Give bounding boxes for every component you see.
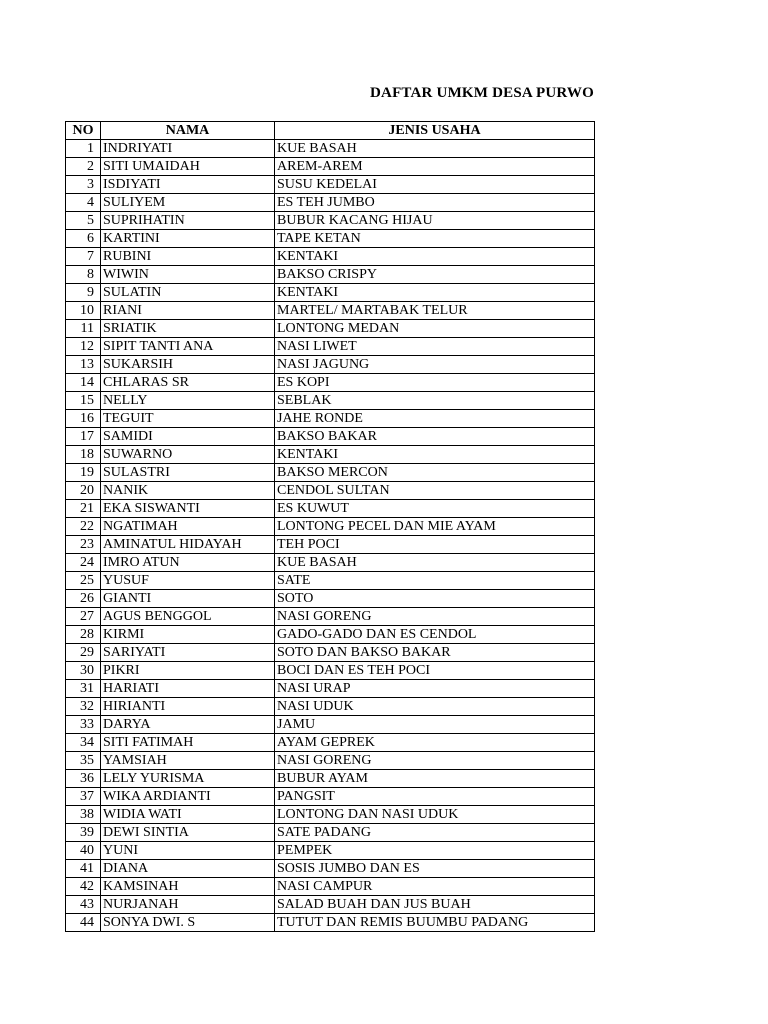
- row-name: AMINATUL HIDAYAH: [101, 536, 275, 554]
- row-name: SULIYEM: [101, 194, 275, 212]
- row-name: HARIATI: [101, 680, 275, 698]
- table-row: [66, 338, 595, 356]
- row-business-type: BAKSO CRISPY: [275, 266, 595, 284]
- table-row: [66, 374, 595, 392]
- row-business-type: MARTEL/ MARTABAK TELUR: [275, 302, 595, 320]
- table-row: [66, 734, 595, 752]
- row-number: 9: [66, 284, 101, 302]
- row-business-type: SUSU KEDELAI: [275, 176, 595, 194]
- row-number: 33: [66, 716, 101, 734]
- table-row: [66, 680, 595, 698]
- row-number: 15: [66, 392, 101, 410]
- row-business-type: LONTONG MEDAN: [275, 320, 595, 338]
- row-business-type: BUBUR AYAM: [275, 770, 595, 788]
- row-number: 32: [66, 698, 101, 716]
- umkm-table: [65, 121, 595, 932]
- row-name: CHLARAS SR: [101, 374, 275, 392]
- row-number: 41: [66, 860, 101, 878]
- row-number: 37: [66, 788, 101, 806]
- table-row: [66, 608, 595, 626]
- row-business-type: NASI JAGUNG: [275, 356, 595, 374]
- table-row: [66, 824, 595, 842]
- row-number: 43: [66, 896, 101, 914]
- row-business-type: JAMU: [275, 716, 595, 734]
- row-business-type: JAHE RONDE: [275, 410, 595, 428]
- row-number: 25: [66, 572, 101, 590]
- row-business-type: CENDOL SULTAN: [275, 482, 595, 500]
- row-name: WIDIA WATI: [101, 806, 275, 824]
- row-business-type: PANGSIT: [275, 788, 595, 806]
- row-business-type: SEBLAK: [275, 392, 595, 410]
- row-name: SULATIN: [101, 284, 275, 302]
- row-name: YAMSIAH: [101, 752, 275, 770]
- row-business-type: BAKSO BAKAR: [275, 428, 595, 446]
- row-name: AGUS BENGGOL: [101, 608, 275, 626]
- row-number: 31: [66, 680, 101, 698]
- document-title: DAFTAR UMKM DESA PURWO: [370, 85, 594, 101]
- row-name: NGATIMAH: [101, 518, 275, 536]
- row-number: 19: [66, 464, 101, 482]
- row-number: 6: [66, 230, 101, 248]
- row-name: SARIYATI: [101, 644, 275, 662]
- table-row: [66, 320, 595, 338]
- table-row: [66, 662, 595, 680]
- row-business-type: TAPE KETAN: [275, 230, 595, 248]
- table-header-row: [66, 122, 595, 140]
- row-number: 24: [66, 554, 101, 572]
- row-name: HIRIANTI: [101, 698, 275, 716]
- row-number: 2: [66, 158, 101, 176]
- document-title-container: [370, 84, 594, 106]
- row-business-type: PEMPEK: [275, 842, 595, 860]
- row-number: 35: [66, 752, 101, 770]
- row-number: 34: [66, 734, 101, 752]
- row-name: SULASTRI: [101, 464, 275, 482]
- row-number: 36: [66, 770, 101, 788]
- row-name: SIPIT TANTI ANA: [101, 338, 275, 356]
- row-number: 17: [66, 428, 101, 446]
- row-business-type: BAKSO MERCON: [275, 464, 595, 482]
- row-name: SUPRIHATIN: [101, 212, 275, 230]
- row-number: 3: [66, 176, 101, 194]
- row-business-type: ES KOPI: [275, 374, 595, 392]
- row-name: RIANI: [101, 302, 275, 320]
- row-number: 44: [66, 914, 101, 932]
- row-business-type: SATE: [275, 572, 595, 590]
- row-name: YUNI: [101, 842, 275, 860]
- row-name: SITI UMAIDAH: [101, 158, 275, 176]
- header-no: NO: [66, 122, 101, 140]
- row-business-type: AYAM GEPREK: [275, 734, 595, 752]
- table-row: [66, 860, 595, 878]
- row-number: 7: [66, 248, 101, 266]
- table-row: [66, 878, 595, 896]
- row-name: INDRIYATI: [101, 140, 275, 158]
- table-row: [66, 500, 595, 518]
- row-business-type: SOTO DAN BAKSO BAKAR: [275, 644, 595, 662]
- row-business-type: ES KUWUT: [275, 500, 595, 518]
- row-name: RUBINI: [101, 248, 275, 266]
- row-name: PIKRI: [101, 662, 275, 680]
- row-name: SONYA DWI. S: [101, 914, 275, 932]
- row-business-type: SATE PADANG: [275, 824, 595, 842]
- table-row: [66, 518, 595, 536]
- row-business-type: TEH POCI: [275, 536, 595, 554]
- row-business-type: NASI UDUK: [275, 698, 595, 716]
- row-business-type: NASI GORENG: [275, 752, 595, 770]
- table-row: [66, 572, 595, 590]
- table-row: [66, 842, 595, 860]
- row-business-type: KUE BASAH: [275, 140, 595, 158]
- row-name: GIANTI: [101, 590, 275, 608]
- row-number: 29: [66, 644, 101, 662]
- row-business-type: KENTAKI: [275, 446, 595, 464]
- row-number: 23: [66, 536, 101, 554]
- header-jenis-usaha: JENIS USAHA: [275, 122, 595, 140]
- table-row: [66, 410, 595, 428]
- row-number: 22: [66, 518, 101, 536]
- row-name: SUWARNO: [101, 446, 275, 464]
- row-business-type: KENTAKI: [275, 248, 595, 266]
- row-number: 12: [66, 338, 101, 356]
- row-name: WIWIN: [101, 266, 275, 284]
- row-number: 13: [66, 356, 101, 374]
- table-row: [66, 356, 595, 374]
- table-row: [66, 788, 595, 806]
- row-number: 39: [66, 824, 101, 842]
- row-name: KARTINI: [101, 230, 275, 248]
- row-number: 27: [66, 608, 101, 626]
- row-business-type: LONTONG DAN NASI UDUK: [275, 806, 595, 824]
- table-row: [66, 176, 595, 194]
- row-number: 42: [66, 878, 101, 896]
- table-row: [66, 464, 595, 482]
- table-row: [66, 914, 595, 932]
- row-number: 14: [66, 374, 101, 392]
- row-business-type: BOCI DAN ES TEH POCI: [275, 662, 595, 680]
- row-name: KIRMI: [101, 626, 275, 644]
- table-row: [66, 158, 595, 176]
- row-number: 21: [66, 500, 101, 518]
- row-number: 30: [66, 662, 101, 680]
- row-number: 4: [66, 194, 101, 212]
- row-name: TEGUIT: [101, 410, 275, 428]
- row-name: YUSUF: [101, 572, 275, 590]
- row-number: 11: [66, 320, 101, 338]
- row-business-type: SOSIS JUMBO DAN ES: [275, 860, 595, 878]
- table-row: [66, 482, 595, 500]
- row-name: DARYA: [101, 716, 275, 734]
- table-row: [66, 554, 595, 572]
- row-number: 40: [66, 842, 101, 860]
- row-name: IMRO ATUN: [101, 554, 275, 572]
- table-row: [66, 590, 595, 608]
- row-name: KAMSINAH: [101, 878, 275, 896]
- row-number: 26: [66, 590, 101, 608]
- row-name: LELY YURISMA: [101, 770, 275, 788]
- table-row: [66, 248, 595, 266]
- row-number: 20: [66, 482, 101, 500]
- table-row: [66, 896, 595, 914]
- row-number: 10: [66, 302, 101, 320]
- row-business-type: TUTUT DAN REMIS BUUMBU PADANG: [275, 914, 595, 932]
- row-business-type: GADO-GADO DAN ES CENDOL: [275, 626, 595, 644]
- table-row: [66, 392, 595, 410]
- table-row: [66, 716, 595, 734]
- row-name: ISDIYATI: [101, 176, 275, 194]
- table-row: [66, 230, 595, 248]
- table-row: [66, 446, 595, 464]
- table-row: [66, 266, 595, 284]
- row-name: SITI FATIMAH: [101, 734, 275, 752]
- table-row: [66, 140, 595, 158]
- table-row: [66, 302, 595, 320]
- row-name: NANIK: [101, 482, 275, 500]
- row-number: 18: [66, 446, 101, 464]
- row-number: 16: [66, 410, 101, 428]
- row-name: DIANA: [101, 860, 275, 878]
- row-name: SAMIDI: [101, 428, 275, 446]
- row-business-type: NASI LIWET: [275, 338, 595, 356]
- row-business-type: KUE BASAH: [275, 554, 595, 572]
- table-row: [66, 752, 595, 770]
- row-business-type: NASI CAMPUR: [275, 878, 595, 896]
- row-number: 8: [66, 266, 101, 284]
- table-row: [66, 212, 595, 230]
- row-business-type: LONTONG PECEL DAN MIE AYAM: [275, 518, 595, 536]
- table-row: [66, 644, 595, 662]
- row-name: SUKARSIH: [101, 356, 275, 374]
- row-name: EKA SISWANTI: [101, 500, 275, 518]
- table-row: [66, 626, 595, 644]
- row-name: DEWI SINTIA: [101, 824, 275, 842]
- row-business-type: NASI GORENG: [275, 608, 595, 626]
- row-business-type: NASI URAP: [275, 680, 595, 698]
- table-row: [66, 770, 595, 788]
- row-business-type: AREM-AREM: [275, 158, 595, 176]
- row-number: 5: [66, 212, 101, 230]
- table-row: [66, 284, 595, 302]
- table-row: [66, 698, 595, 716]
- table-body: [66, 140, 595, 932]
- table-row: [66, 428, 595, 446]
- row-name: NURJANAH: [101, 896, 275, 914]
- table-row: [66, 536, 595, 554]
- row-number: 1: [66, 140, 101, 158]
- row-name: NELLY: [101, 392, 275, 410]
- row-business-type: ES TEH JUMBO: [275, 194, 595, 212]
- row-name: SRIATIK: [101, 320, 275, 338]
- row-business-type: SOTO: [275, 590, 595, 608]
- table-row: [66, 806, 595, 824]
- row-business-type: KENTAKI: [275, 284, 595, 302]
- table-row: [66, 194, 595, 212]
- row-business-type: BUBUR KACANG HIJAU: [275, 212, 595, 230]
- row-name: WIKA ARDIANTI: [101, 788, 275, 806]
- row-number: 28: [66, 626, 101, 644]
- header-nama: NAMA: [101, 122, 275, 140]
- row-business-type: SALAD BUAH DAN JUS BUAH: [275, 896, 595, 914]
- row-number: 38: [66, 806, 101, 824]
